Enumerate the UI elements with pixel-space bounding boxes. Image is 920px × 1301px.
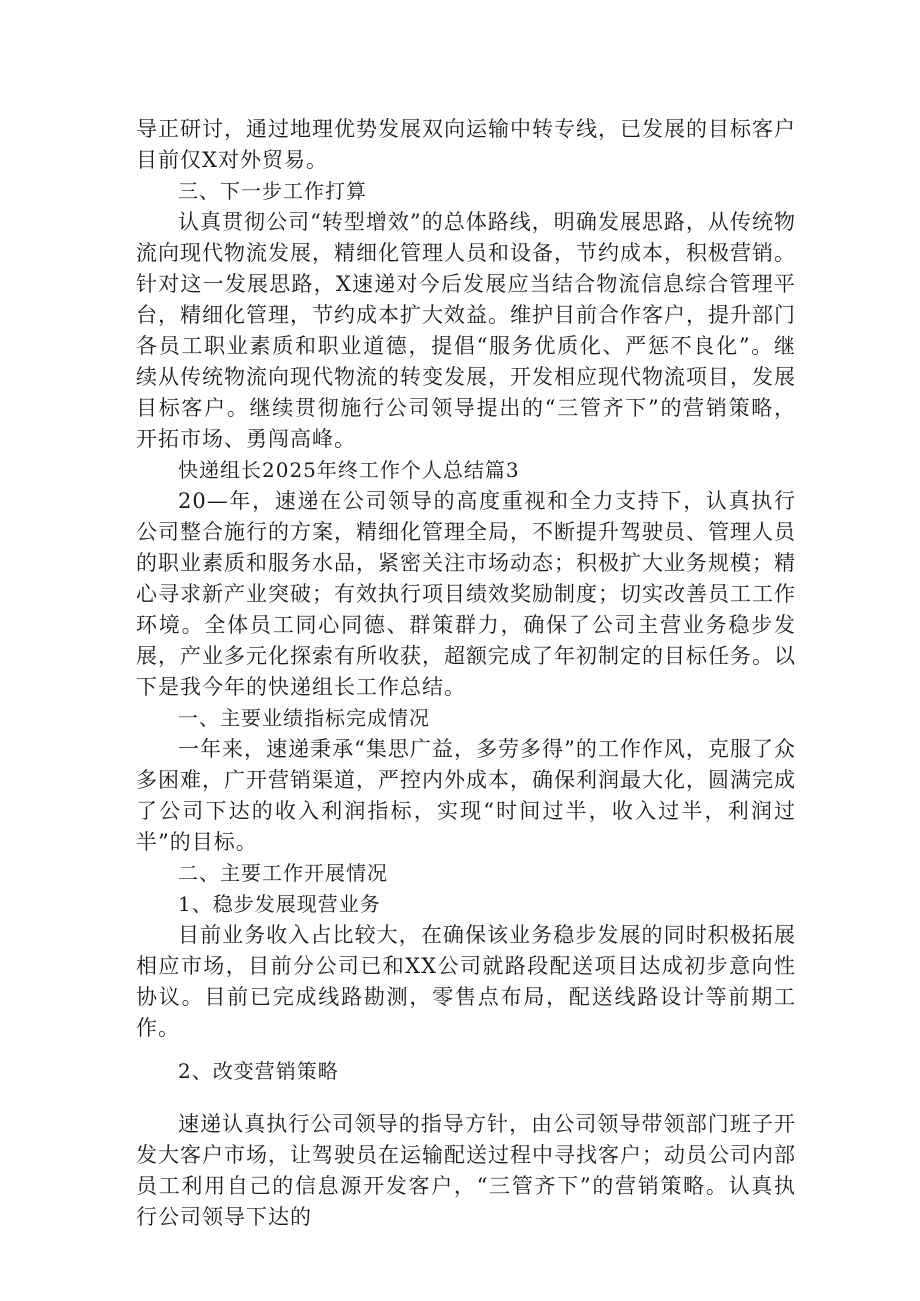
paragraph-intro-continued: 导正研讨，通过地理优势发展双向运输中转专线，已发展的目标客户目前仅X对外贸易。: [136, 117, 796, 172]
heading-main-work: 二、主要工作开展情况: [178, 861, 388, 885]
subheading-steady-business: 1、稳步发展现营业务: [178, 892, 381, 916]
paragraph-steady-business: 目前业务收入占比较大，在确保该业务稳步发展的同时积极拓展相应市场，目前分公司已和XX公司就路段配送项目达成初步意向性协议。目前已完成线路勘测，零售点布局，配送线路设计等前期工作。: [136, 923, 796, 1040]
heading-next-steps: 三、下一步工作打算: [178, 179, 367, 203]
paragraph-marketing: 速递认真执行公司领导的指导方针，由公司领导带领部门班子开发大客户市场，让驾驶员在运输配送过程中寻找客户；动员公司内部员工利用自己的信息源开发客户，“三管齐下”的营销策略。认真执行公司领导下达的: [136, 1112, 796, 1229]
paragraph-next-steps: 认真贯彻公司“转型增效”的总体路线，明确发展思路，从传统物流向现代物流发展，精细化管理人员和设备，节约成本，积极营销。针对这一发展思路，X速递对今后发展应当结合物流信息综合管理平台，精细化管理，节约成本扩大效益。维护目前合作客户，提升部门各员工职业素质和职业道德，提倡“服务优质化、严惩不良化”。继续从传统物流向现代物流的转变发展，开发相应现代物流项目，发展目标客户。继续贯彻施行公司领导提出的“三管齐下”的营销策略，开拓市场、勇闯高峰。: [136, 210, 796, 451]
section-title-part3: 快递组长2025年终工作个人总结篇3: [178, 458, 520, 482]
document-page: [136, 114, 796, 1233]
paragraph-year-summary: 20—年，速递在公司领导的高度重视和全力支持下，认真执行公司整合施行的方案，精细化管理全局，不断提升驾驶员、管理人员的职业素质和服务水品，紧密关注市场动态；积极扩大业务规模；精心寻求新产业突破；有效执行项目绩效奖励制度；切实改善员工工作环境。全体员工同心同德、群策群力，确保了公司主营业务稳步发展，产业多元化探索有所收获，超额完成了年初制定的目标任务。以下是我今年的快递组长工作总结。: [136, 489, 796, 699]
heading-performance: 一、主要业绩指标完成情况: [178, 706, 430, 730]
paragraph-performance: 一年来，速递秉承“集思广益，多劳多得”的工作作风，克服了众多困难，广开营销渠道，严控内外成本，确保利润最大化，圆满完成了公司下达的收入利润指标，实现“时间过半，收入过半，利润过半”的目标。: [136, 737, 796, 854]
subheading-marketing: 2、改变营销策略: [178, 1059, 339, 1083]
